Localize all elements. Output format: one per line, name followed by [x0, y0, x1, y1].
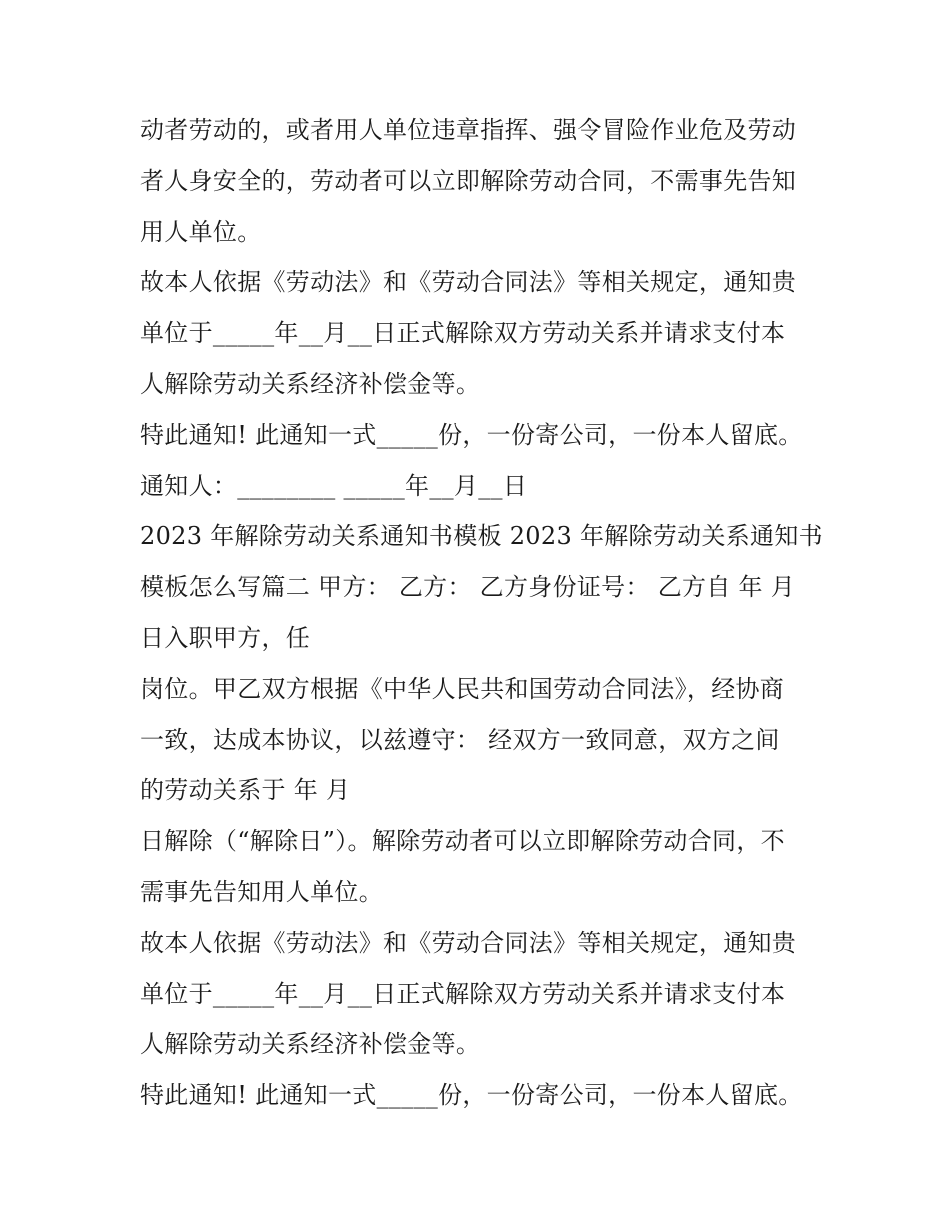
- text-line: 单位于_____年__月__日正式解除双方劳动关系并请求支付本: [140, 979, 786, 1008]
- text-line: 2023 年解除劳动关系通知书模板 2023 年解除劳动关系通知书: [140, 522, 823, 551]
- text-line: 日解除（“解除日”）。解除劳动者可以立即解除劳动合同，不: [140, 827, 785, 856]
- text-line: 日入职甲方，任: [140, 623, 311, 652]
- text-line: 需事先告知用人单位。: [140, 877, 383, 906]
- text-line: 人解除劳动关系经济补偿金等。: [140, 1030, 481, 1059]
- text-line: 的劳动关系于 年 月: [140, 776, 351, 805]
- text-line: 通知人：________ _____年__月__日: [140, 471, 528, 500]
- text-line: 用人单位。: [140, 217, 262, 246]
- text-line: 模板怎么写篇二 甲方： 乙方： 乙方身份证号： 乙方自 年 月: [140, 573, 796, 602]
- text-line: 特此通知! 此通知一式_____份，一份寄公司，一份本人留底。: [140, 420, 803, 449]
- text-line: 者人身安全的，劳动者可以立即解除劳动合同，不需事先告知: [140, 166, 797, 195]
- text-line: 单位于_____年__月__日正式解除双方劳动关系并请求支付本: [140, 319, 786, 348]
- text-line: 特此通知! 此通知一式_____份，一份寄公司，一份本人留底。: [140, 1081, 803, 1110]
- text-line: 人解除劳动关系经济补偿金等。: [140, 369, 481, 398]
- text-line: 动者劳动的，或者用人单位违章指挥、强令冒险作业危及劳动: [140, 116, 797, 144]
- text-line: 故本人依据《劳动法》和《劳动合同法》等相关规定，通知贵: [140, 928, 797, 957]
- text-line: 岗位。甲乙双方根据《中华人民共和国劳动合同法》，经协商: [140, 674, 785, 703]
- text-line: 一致，达成本协议，以兹遵守： 经双方一致同意，双方之间: [140, 725, 780, 754]
- text-line: 故本人依据《劳动法》和《劳动合同法》等相关规定，通知贵: [140, 268, 797, 297]
- document-body: [140, 105, 823, 1121]
